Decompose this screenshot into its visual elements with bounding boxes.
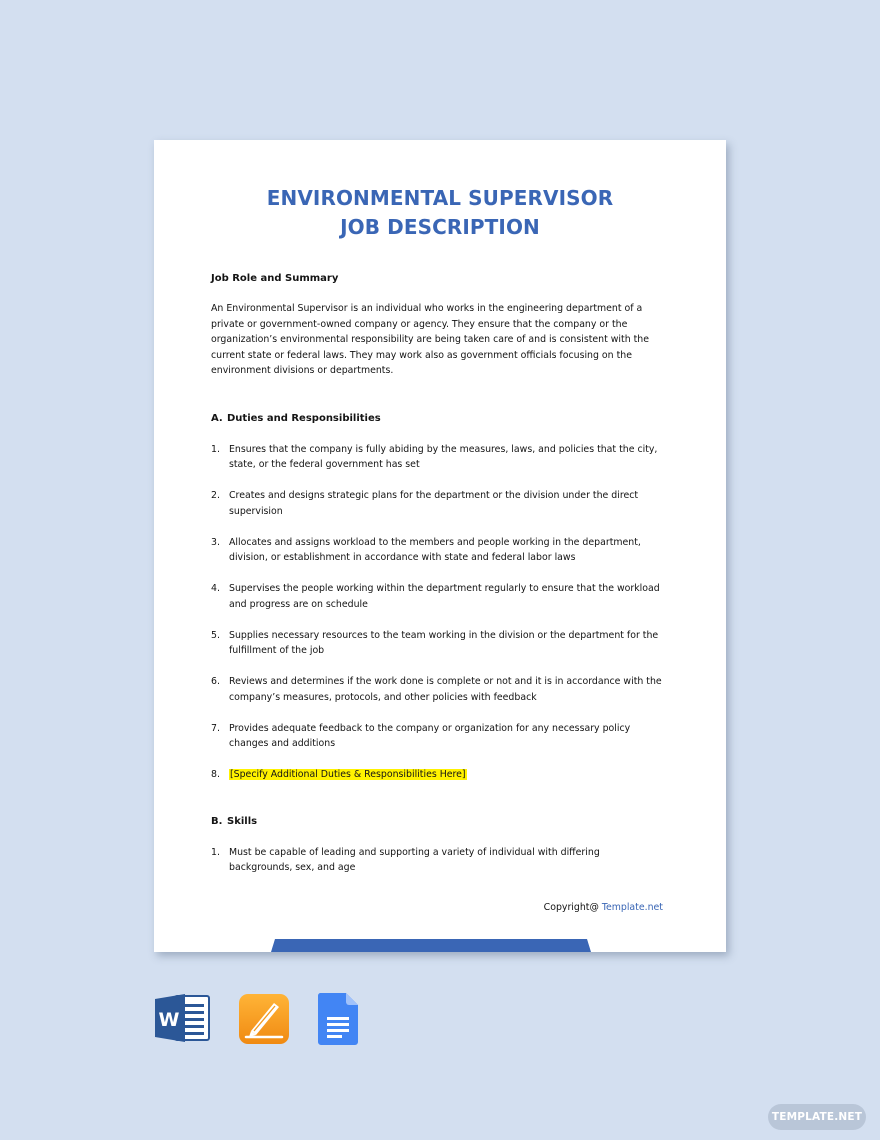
duties-heading-text: Duties and Responsibilities	[227, 412, 381, 424]
list-item	[211, 628, 663, 659]
item-number: 1.	[211, 443, 220, 455]
duties-section-label: A.	[211, 412, 223, 424]
title-line-1: ENVIRONMENTAL SUPERVISOR	[266, 186, 614, 210]
google-docs-icon[interactable]	[318, 993, 358, 1045]
title-line-2: JOB DESCRIPTION	[340, 215, 540, 239]
item-text: Reviews and determines if the work done is complete or not and it is in accordance with the company’s measures, protocols, and other policies with feedback	[229, 676, 662, 703]
item-number: 3.	[211, 536, 220, 548]
item-text: Provides adequate feedback to the company or organization for any necessary policy changes and additions	[229, 722, 631, 749]
pages-icon[interactable]	[238, 993, 290, 1045]
item-text: Creates and designs strategic plans for the department or the division under the direct supervision	[229, 490, 639, 517]
item-number: 8.	[211, 769, 220, 780]
document-body	[211, 271, 663, 876]
item-number: 7.	[211, 722, 220, 734]
skills-section-label: B.	[211, 815, 223, 827]
list-item	[211, 674, 663, 705]
list-item	[211, 488, 663, 519]
template-net-link[interactable]: Template.net	[601, 902, 663, 913]
role-heading: Job Role and Summary	[211, 273, 339, 284]
copyright-prefix: Copyright@	[543, 902, 602, 913]
item-text: Must be capable of leading and supporting a variety of individual with differing backgrounds, sex, and age	[229, 846, 600, 873]
item-number: 1.	[211, 846, 220, 858]
document-page	[154, 140, 726, 952]
item-text: Supplies necessary resources to the team working in the division or the department for the fulfillment of the job	[229, 629, 659, 656]
item-text: Allocates and assigns workload to the members and people working in the department, division, or establishment in accordance with state and federal labor laws	[229, 536, 641, 563]
document-title	[154, 184, 726, 242]
item-number: 6.	[211, 676, 220, 687]
item-text: Supervises the people working within the department regularly to ensure that the workload and progress are on schedule	[229, 583, 660, 610]
item-number: 5.	[211, 629, 220, 641]
highlighted-placeholder: [Specify Additional Duties & Responsibilities Here]	[230, 769, 466, 780]
word-icon[interactable]	[155, 993, 211, 1043]
list-item	[211, 581, 663, 612]
skills-heading	[211, 814, 663, 830]
list-item	[211, 721, 663, 752]
duties-heading	[211, 411, 663, 427]
list-item	[211, 442, 663, 473]
item-text: Ensures that the company is fully abiding by the measures, laws, and policies that the city, state, or the federal government has set	[229, 443, 658, 470]
skills-heading-text: Skills	[227, 815, 258, 827]
list-item	[211, 845, 663, 876]
item-number: 2.	[211, 490, 220, 501]
item-number: 4.	[211, 583, 220, 594]
summary-paragraph: An Environmental Supervisor is an individual who works in the engineering department of a private or government-owned company or agency. They ensure that the company or the organization’s environmental responsibility are being taken care of and is consistent with the current state or federal laws. They may work also as government officials focusing on the environment divisions or departments.	[211, 303, 649, 376]
skills-list	[211, 845, 663, 876]
list-item	[211, 767, 663, 783]
word-icon-letter: W	[158, 1009, 180, 1031]
template-net-badge[interactable]: TEMPLATE.NET	[768, 1104, 866, 1130]
duties-list	[211, 442, 663, 783]
copyright-notice	[544, 902, 663, 913]
list-item	[211, 535, 663, 566]
bottom-accent-bar	[271, 939, 591, 952]
